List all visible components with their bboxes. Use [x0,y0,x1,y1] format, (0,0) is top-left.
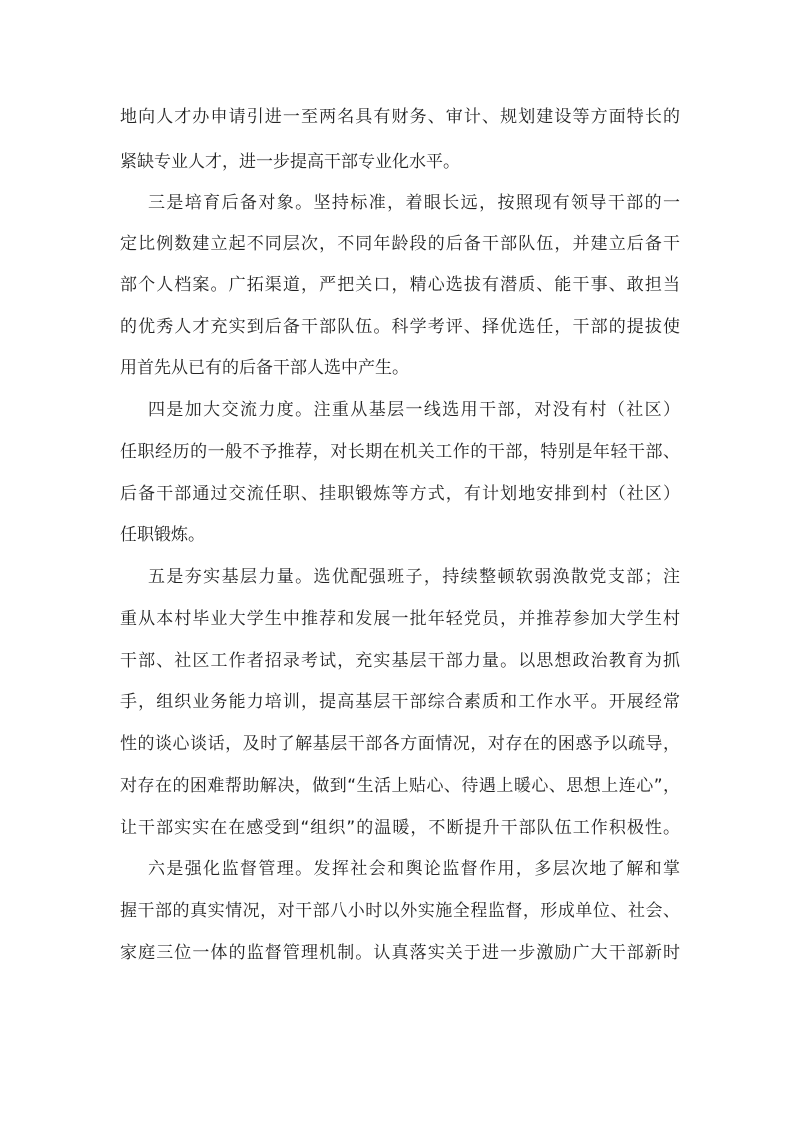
text-line: 对存在的困难帮助解决，做到“生活上贴心、待遇上暖心、思想上连心”， [120,776,680,796]
text-line: 重从本村毕业大学生中推荐和发展一批年轻党员，并推荐参加大学生村 [120,609,680,629]
paragraph-start-line: 六是强化监督管理。发挥社会和舆论监督作用，多层次地了解和掌 [148,859,680,879]
text-line: 部个人档案。广拓渠道，严把关口，精心选拔有潜质、能干事、敢担当 [120,275,680,295]
paragraph-start-line: 三是培育后备对象。坚持标准，着眼长远，按照现有领导干部的一 [148,193,680,213]
text-line: 定比例数建立起不同层次，不同年龄段的后备干部队伍，并建立后备干 [120,234,680,254]
text-line: 任职经历的一般不予推荐，对长期在机关工作的干部，特别是年轻干部、 [120,442,680,462]
text-line: 握干部的真实情况，对干部八小时以外实施全程监督，形成单位、社会、 [120,901,680,921]
text-line: 后备干部通过交流任职、挂职锻炼等方式，有计划地安排到村（社区） [120,484,680,504]
text-line: 用首先从已有的后备干部人选中产生。 [120,358,409,378]
text-line: 家庭三位一体的监督管理机制。认真落实关于进一步激励广大干部新时 [120,943,680,963]
text-line: 性的谈心谈话，及时了解基层干部各方面情况，对存在的困惑予以疏导， [120,734,680,754]
text-line: 紧缺专业人才，进一步提高干部专业化水平。 [120,152,460,172]
text-line: 干部、社区工作者招录考试，充实基层干部力量。以思想政治教育为抓 [120,651,680,671]
paragraph-start-line: 四是加大交流力度。注重从基层一线选用干部，对没有村（社区） [148,400,680,420]
paragraph-start-line: 五是夯实基层力量。选优配强班子，持续整顿软弱涣散党支部；注 [148,567,680,587]
text-line: 地向人才办申请引进一至两名具有财务、审计、规划建设等方面特长的 [120,107,680,127]
text-line: 让干部实实在在感受到“组织”的温暖，不断提升干部队伍工作积极性。 [120,818,680,838]
text-line: 的优秀人才充实到后备干部队伍。科学考评、择优选任，干部的提拔使 [120,317,680,337]
text-line: 手，组织业务能力培训，提高基层干部综合素质和工作水平。开展经常 [120,692,680,712]
text-line: 任职锻炼。 [120,525,205,545]
